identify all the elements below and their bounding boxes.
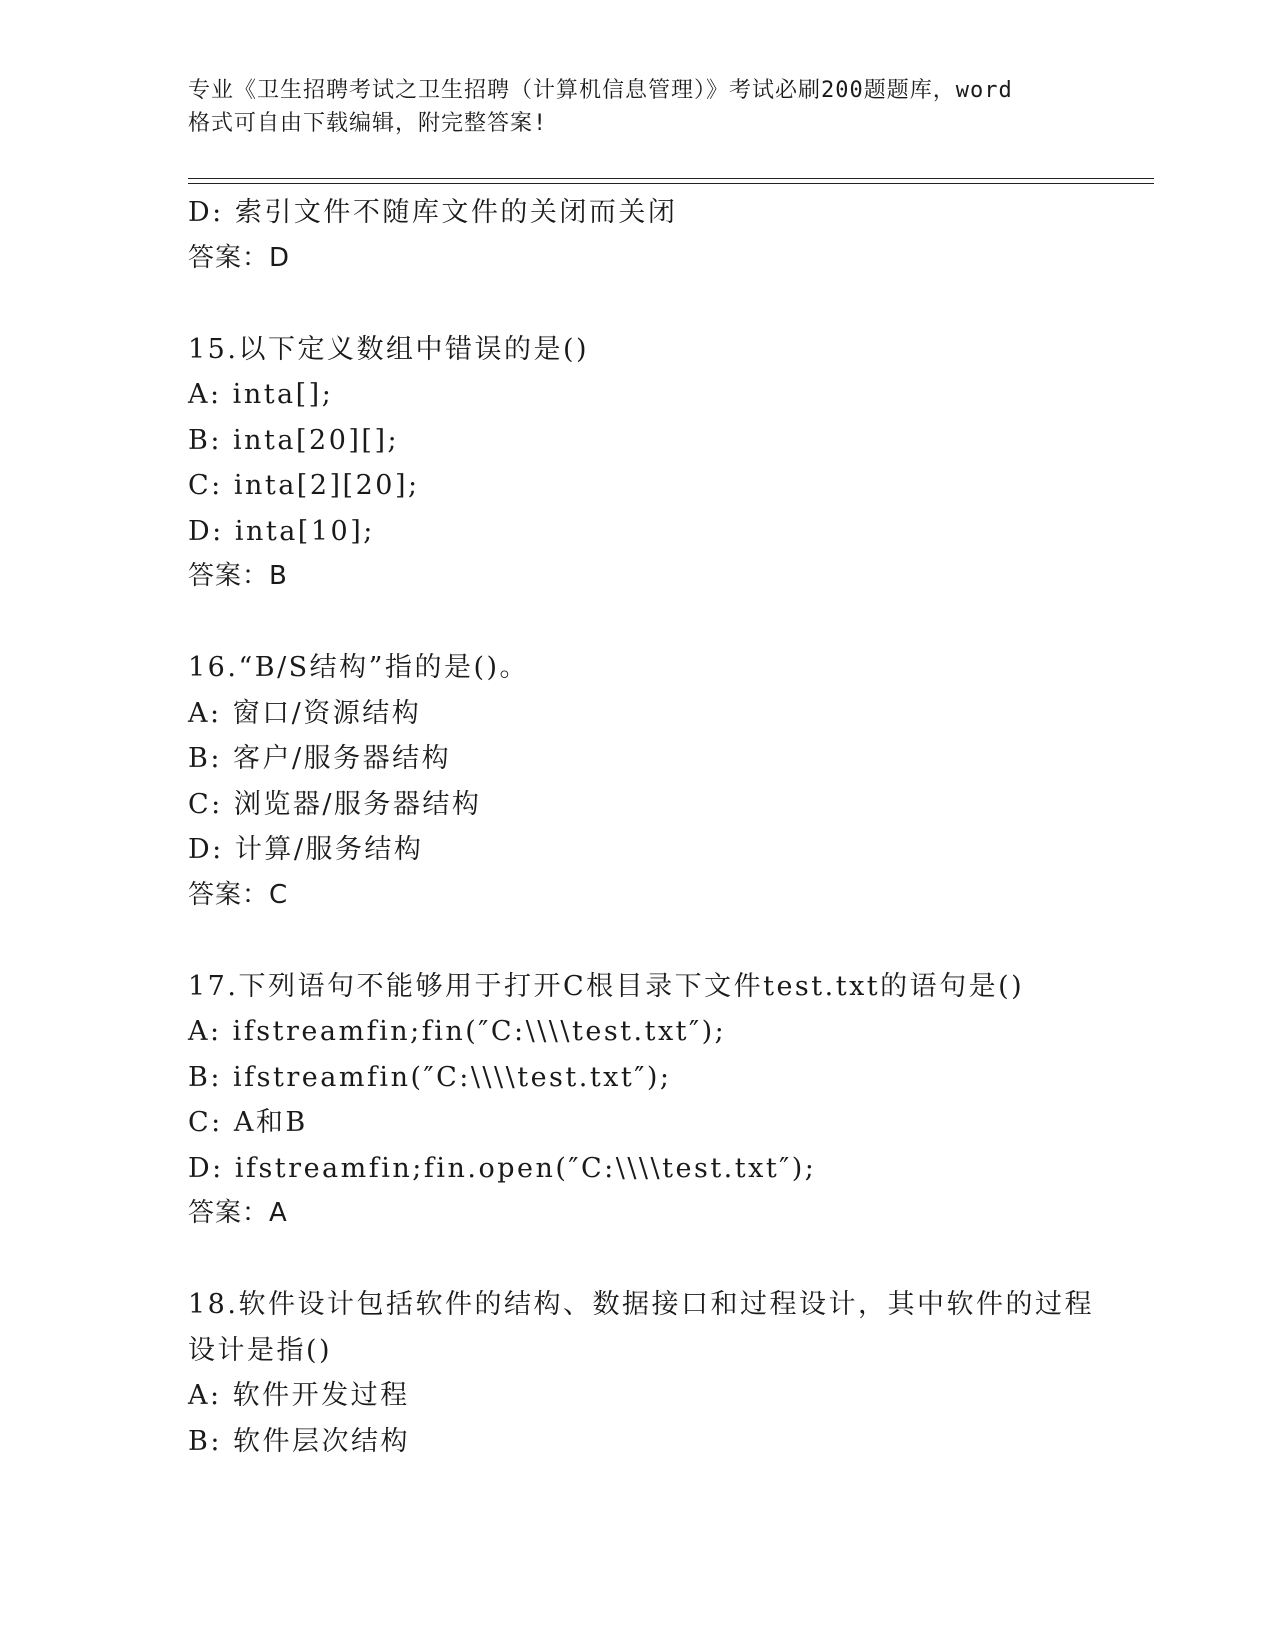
spacer [188,281,1118,327]
header-line-2: 格式可自由下载编辑，附完整答案! [188,111,548,136]
option-line: B: ifstreamfin(″C:\\\\test.txt″); [188,1061,672,1093]
spacer [188,600,1118,646]
question-stem: 15.以下定义数组中错误的是() [188,333,590,365]
option-line: C: 浏览器/服务器结构 [188,788,482,820]
question-stem: 16.“B/S结构”指的是()。 [188,652,530,683]
option-line: A: 软件开发过程 [188,1380,410,1411]
answer-line: 答案：A [188,1198,288,1228]
option-line: B: 客户/服务器结构 [188,743,452,774]
option-line: D: ifstreamfin;fin.open(″C:\\\\test.txt″); [188,1152,817,1184]
option-line: A: ifstreamfin;fin(″C:\\\\test.txt″); [188,1016,727,1047]
option-line: D: inta[10]; [188,515,375,547]
answer-line: 答案：C [188,879,289,910]
option-line: A: 窗口/资源结构 [188,697,422,729]
question-stem: 17.下列语句不能够用于打开C根目录下文件test.txt的语句是() [188,970,1025,1002]
option-line: C: inta[2][20]; [188,470,420,501]
header-divider-top [188,178,1154,179]
option-line: B: 软件层次结构 [188,1425,411,1457]
answer-line: 答案：D [188,242,291,273]
question-stem-continued: 设计是指() [188,1334,333,1366]
answer-line: 答案：B [188,561,288,591]
document-header [188,74,1088,140]
option-line: D: 计算/服务结构 [188,834,424,865]
option-line: D: 索引文件不随库文件的关闭而关闭 [188,197,678,228]
option-line: A: inta[]; [188,379,334,410]
option-line: B: inta[20][]; [188,424,400,456]
header-divider-bottom [188,183,1154,184]
question-list [188,190,1118,1464]
spacer [188,918,1118,964]
header-line-1: 专业《卫生招聘考试之卫生招聘（计算机信息管理）》考试必刷200题题库，word [188,78,1013,103]
question-stem: 18.软件设计包括软件的结构、数据接口和过程设计，其中软件的过程 [188,1289,1094,1320]
option-line: C: A和B [188,1107,308,1138]
spacer [188,1237,1118,1283]
